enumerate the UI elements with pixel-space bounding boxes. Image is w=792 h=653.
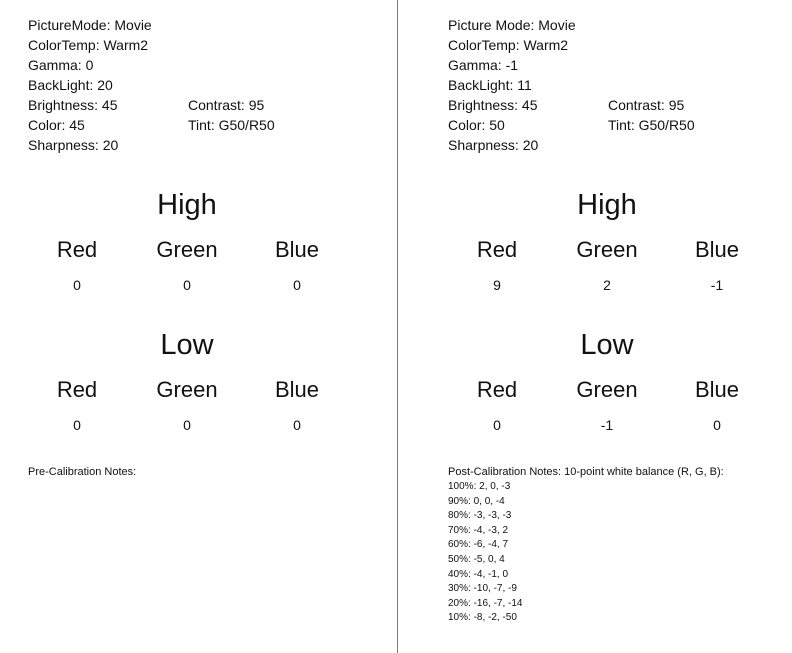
high-blue-header: Blue bbox=[274, 237, 320, 262]
high-blue-header: Blue bbox=[694, 237, 740, 262]
note-line: 10%: -8, -2, -50 bbox=[448, 612, 517, 624]
high-green-header: Green bbox=[156, 237, 218, 262]
low-blue-header: Blue bbox=[694, 377, 740, 402]
low-red-value: 0 bbox=[73, 417, 81, 433]
page-divider bbox=[397, 0, 398, 653]
note-line: 80%: -3, -3, -3 bbox=[448, 510, 512, 522]
low-red-header: Red bbox=[56, 377, 98, 402]
setting-color-row bbox=[28, 115, 275, 135]
white-balance-notes bbox=[448, 480, 522, 626]
setting-sharpness: Sharpness: 20 bbox=[448, 137, 539, 153]
low-green-value: 0 bbox=[183, 417, 191, 433]
low-blue-header: Blue bbox=[274, 377, 320, 402]
high-title: High bbox=[577, 189, 637, 221]
setting-brightness-row bbox=[28, 95, 265, 115]
setting-brightness: Brightness: 45 bbox=[448, 97, 538, 113]
low-title: Low bbox=[160, 329, 214, 361]
setting-backlight: BackLight: 20 bbox=[28, 77, 113, 93]
note-line: 100%: 2, 0, -3 bbox=[448, 481, 511, 492]
setting-color: Color: 45 bbox=[28, 117, 85, 133]
low-red-value: 0 bbox=[493, 417, 501, 433]
setting-gamma: Gamma: 0 bbox=[28, 57, 94, 73]
setting-tint: Tint: G50/R50 bbox=[608, 117, 695, 133]
note-line: 90%: 0, 0, -4 bbox=[448, 495, 505, 507]
high-red-value: 0 bbox=[73, 277, 81, 293]
setting-color-row bbox=[448, 115, 695, 135]
low-title: Low bbox=[580, 329, 634, 361]
setting-picture-mode: PictureMode: Movie bbox=[28, 17, 152, 33]
high-green-value: 2 bbox=[603, 277, 611, 293]
setting-color-temp: ColorTemp: Warm2 bbox=[448, 37, 569, 53]
setting-contrast: Contrast: 95 bbox=[608, 97, 685, 113]
low-green-header: Green bbox=[156, 377, 218, 402]
post-calibration-panel bbox=[420, 0, 792, 653]
setting-color-temp: ColorTemp: Warm2 bbox=[28, 37, 149, 53]
setting-gamma: Gamma: -1 bbox=[448, 57, 519, 73]
setting-color: Color: 50 bbox=[448, 117, 505, 133]
setting-tint: Tint: G50/R50 bbox=[188, 117, 275, 133]
high-red-header: Red bbox=[56, 237, 98, 262]
low-green-value: -1 bbox=[600, 417, 614, 433]
high-red-value: 9 bbox=[493, 277, 501, 293]
setting-picture-mode: Picture Mode: Movie bbox=[448, 17, 576, 33]
high-blue-value: 0 bbox=[293, 277, 301, 293]
note-line: 60%: -6, -4, 7 bbox=[448, 539, 509, 551]
high-red-header: Red bbox=[476, 237, 518, 262]
high-green-header: Green bbox=[576, 237, 638, 262]
picture-settings bbox=[448, 15, 695, 155]
setting-brightness: Brightness: 45 bbox=[28, 97, 118, 113]
note-line: 30%: -10, -7, -9 bbox=[448, 583, 517, 595]
setting-sharpness: Sharpness: 20 bbox=[28, 137, 119, 153]
note-line: 40%: -4, -1, 0 bbox=[448, 568, 509, 580]
high-green-value: 0 bbox=[183, 277, 191, 293]
setting-brightness-row bbox=[448, 95, 685, 115]
setting-backlight: BackLight: 11 bbox=[448, 77, 532, 93]
low-green-header: Green bbox=[576, 377, 638, 402]
note-line: 20%: -16, -7, -14 bbox=[448, 597, 523, 609]
note-line: 50%: -5, 0, 4 bbox=[448, 553, 505, 565]
pre-calibration-notes-title: Pre-Calibration Notes: bbox=[28, 466, 137, 478]
low-blue-value: 0 bbox=[713, 417, 721, 433]
high-blue-value: -1 bbox=[710, 277, 724, 293]
setting-contrast: Contrast: 95 bbox=[188, 97, 265, 113]
low-blue-value: 0 bbox=[293, 417, 301, 433]
post-calibration-notes-title: Post-Calibration Notes: 10-point white balance (R, G, B): bbox=[448, 466, 724, 478]
low-red-header: Red bbox=[476, 377, 518, 402]
note-line: 70%: -4, -3, 2 bbox=[448, 524, 509, 536]
picture-settings bbox=[28, 15, 275, 155]
high-title: High bbox=[157, 189, 217, 221]
